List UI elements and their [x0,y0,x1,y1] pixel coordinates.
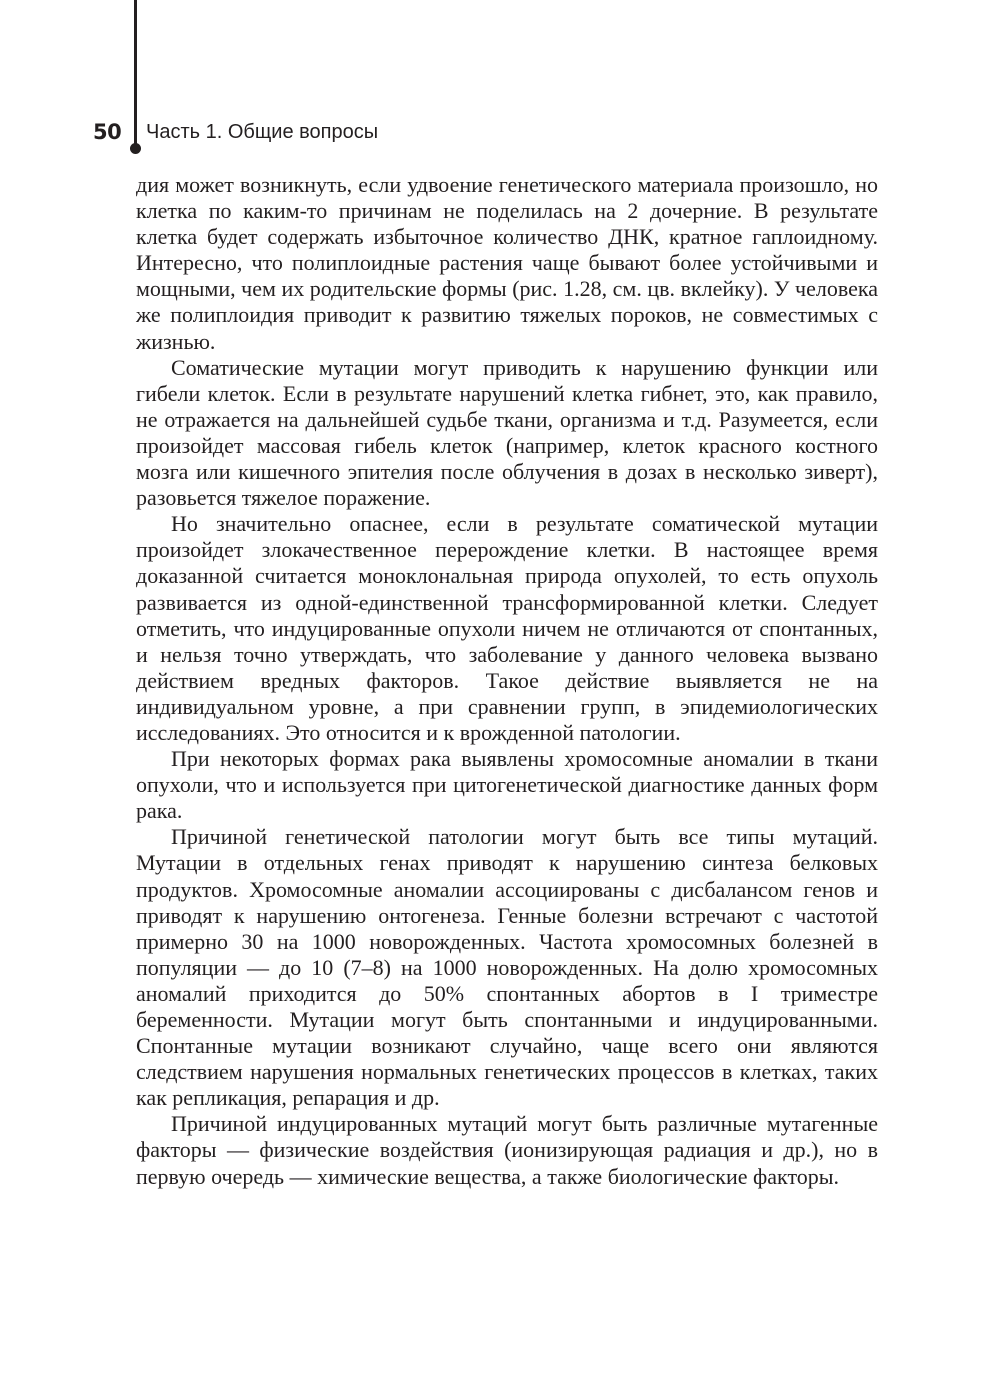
paragraph: Но значительно опаснее, если в результате соматической мутации произойдет злокачественное перерождение клетки. В настоящее время доказанной считается моноклональная природа опухолей, то есть опухоль развивается из одной-единственной трансформированной клетки. Следует отметить, что индуцированные опухоли ничем не отличаются от спонтанных, и нельзя точно утверждать, что заболевание у данного человека вызвано действием вредных факторов. Такое действие выявляется не на индивидуальном уровне, а при сравнении групп, в эпидемиологических исследованиях. Это относится и к врожденной патологии. [136,511,878,745]
paragraph: Соматические мутации могут приводить к нарушению функции или гибели клеток. Если в результате нарушений клетка гибнет, это, как правило, не отражается на дальнейшей судьбе ткани, организма и т.д. Разумеется, если произойдет массовая гибель клеток (например, клеток красного костного мозга или кишечного эпителия после облучения в дозах в несколько зиверт), разовьется тяжелое поражение. [136,354,878,511]
running-head [0,117,1000,147]
paragraph: При некоторых формах рака выявлены хромосомные аномалии в ткани опухоли, что и используется при цитогенетической диагностике данных форм рака. [136,746,878,824]
section-title: Часть 1. Общие вопросы [146,121,379,143]
paragraph: дия может возникнуть, если удвоение генетического материала произошло, но клетка по каким-то причинам не поделилась на 2 дочерние. В результате клетка будет содержать избыточное количество ДНК, кратное гаплоидному. Интересно, что полиплоидные растения чаще бывают более устойчивыми и мощными, чем их родительские формы (рис. 1.28, см. цв. вклейку). У человека же полиплоидия приводит к развитию тяжелых пороков, не совместимых с жизнью. [136,172,878,354]
body-text [136,172,878,1190]
paragraph: Причиной индуцированных мутаций могут быть различные мутагенные факторы — физические воздействия (ионизирующая радиация и др.), но в первую очередь — химические вещества, а также биологические факторы. [136,1111,878,1189]
page-number: 50 [93,120,122,144]
paragraph: Причиной генетической патологии могут быть все типы мутаций. Мутации в отдельных генах приводят к нарушению синтеза белковых продуктов. Хромосомные аномалии ассоциированы с дисбалансом генов и приводят к нарушению онтогенеза. Генные болезни встречают с частотой примерно 30 на 1000 новорожденных. Частота хромосомных болезней в популяции — до 10 (7–8) на 1000 новорожденных. На долю хромосомных аномалий приходится до 50% спонтанных абортов в I триместре беременности. Мутации могут быть спонтанными и индуцированными. Спонтанные мутации возникают случайно, чаще всего они являются следствием нарушения нормальных генетических процессов в клетках, таких как репликация, репарация и др. [136,824,878,1111]
